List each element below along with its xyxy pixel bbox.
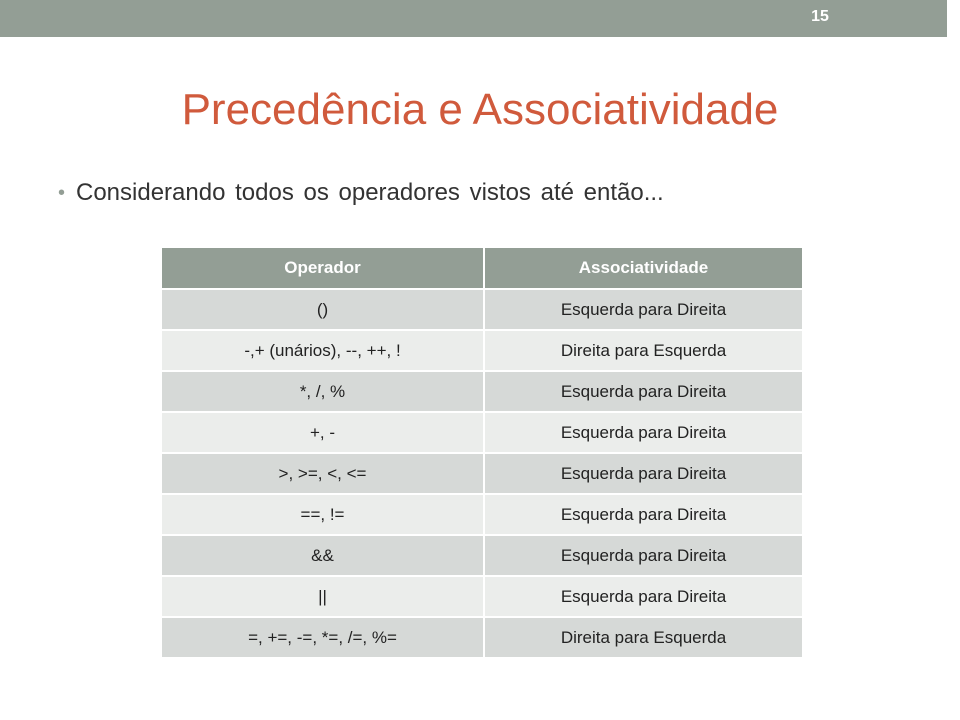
table-row — [162, 535, 802, 576]
operator-cell: || — [162, 576, 484, 617]
slide-number: 15 — [811, 8, 829, 25]
operator-cell: () — [162, 289, 484, 330]
operator-cell: ==, != — [162, 494, 484, 535]
table-row — [162, 330, 802, 371]
operator-cell: *, /, % — [162, 371, 484, 412]
header-operador: Operador — [162, 248, 484, 289]
table-row — [162, 453, 802, 494]
header-associatividade: Associatividade — [484, 248, 802, 289]
bullet-item — [58, 175, 664, 211]
slide-title: Precedência e Associatividade — [181, 85, 779, 134]
associativity-cell: Esquerda para Direita — [484, 494, 802, 535]
associativity-cell: Esquerda para Direita — [484, 535, 802, 576]
operator-cell: =, +=, -=, *=, /=, %= — [162, 617, 484, 657]
bullet-text: Considerando todos os operadores vistos até então... — [76, 179, 664, 206]
table-row — [162, 371, 802, 412]
operator-cell: +, - — [162, 412, 484, 453]
associativity-cell: Esquerda para Direita — [484, 453, 802, 494]
operator-cell: >, >=, <, <= — [162, 453, 484, 494]
table-row — [162, 494, 802, 535]
table-row — [162, 576, 802, 617]
operator-cell: && — [162, 535, 484, 576]
operator-cell: -,+ (unários), --, ++, ! — [162, 330, 484, 371]
bullet-icon: • — [58, 181, 66, 204]
table-row — [162, 412, 802, 453]
associativity-cell: Esquerda para Direita — [484, 576, 802, 617]
associativity-cell: Esquerda para Direita — [484, 289, 802, 330]
associativity-cell: Direita para Esquerda — [484, 330, 802, 371]
table-row — [162, 617, 802, 657]
table-row — [162, 289, 802, 330]
associativity-cell: Esquerda para Direita — [484, 412, 802, 453]
table-header-row — [162, 248, 802, 289]
operators-table — [162, 248, 802, 657]
associativity-cell: Esquerda para Direita — [484, 371, 802, 412]
associativity-cell: Direita para Esquerda — [484, 617, 802, 657]
